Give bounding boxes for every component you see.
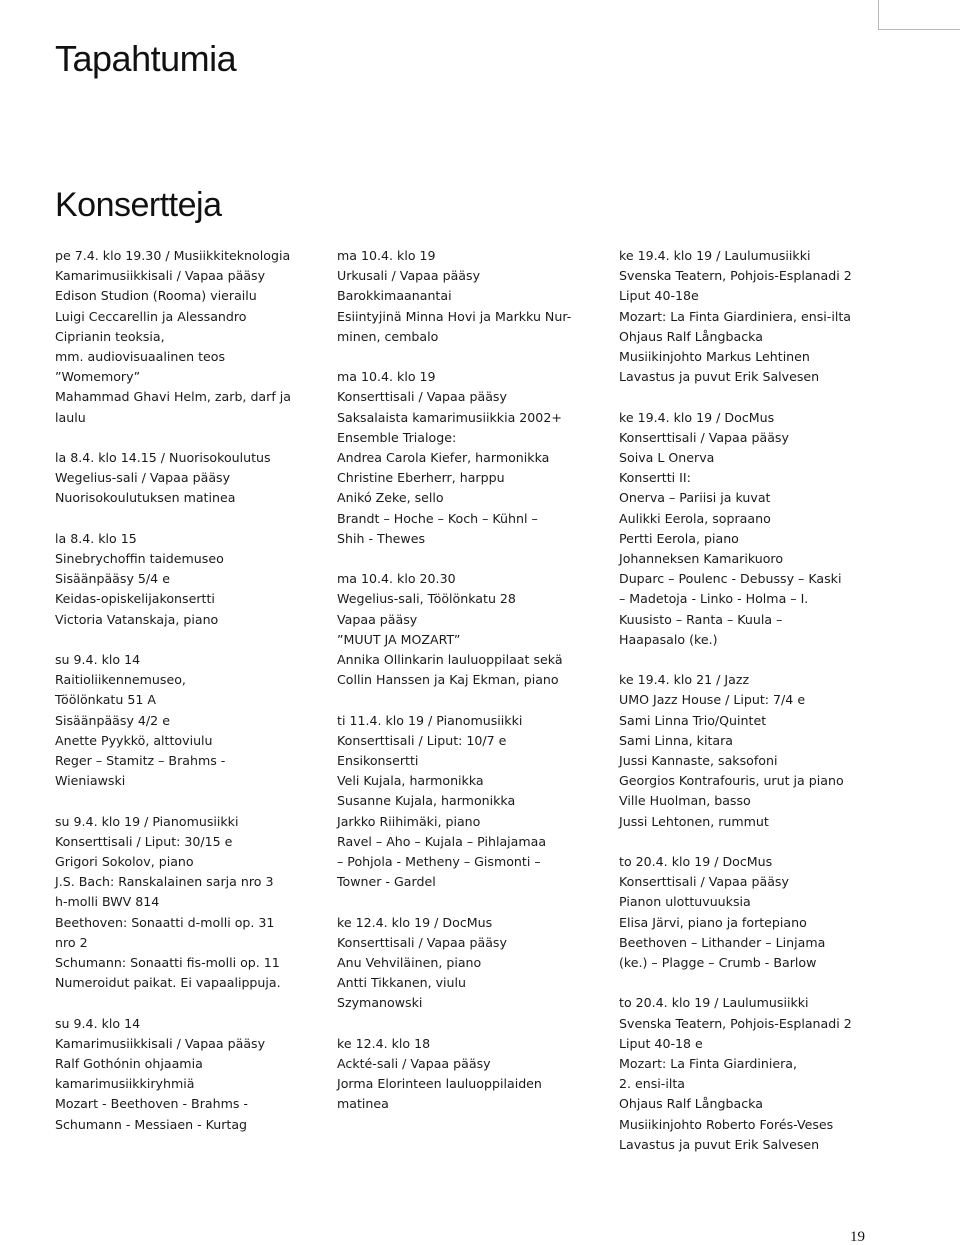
- event-listing: [337, 711, 599, 893]
- event-detail-line: Wieniawski: [55, 773, 126, 789]
- event-detail-line: Susanne Kujala, harmonikka: [337, 793, 516, 809]
- event-detail-line: – Pohjola - Metheny – Gismonti –: [337, 854, 541, 870]
- event-detail-line: Kuusisto – Ranta – Kuula –: [619, 611, 783, 627]
- event-detail-line: UMO Jazz House / Liput: 7/4 e: [619, 692, 806, 708]
- event-detail-line: Ravel – Aho – Kujala – Pihlajamaa: [337, 833, 547, 849]
- event-detail-line: Esiintyjinä Minna Hovi ja Markku Nur-: [337, 308, 572, 324]
- event-detail-line: Wegelius-sali, Töölönkatu 28: [337, 591, 516, 607]
- event-listing: [55, 650, 310, 791]
- event-date-line: ma 10.4. klo 19: [337, 248, 436, 263]
- event-detail-line: Kamarimusiikkisali / Vapaa pääsy: [55, 268, 266, 284]
- event-date-line: ke 12.4. klo 19 / DocMus: [337, 914, 493, 930]
- event-detail-line: Nuorisokoulutuksen matinea: [55, 490, 236, 506]
- event-detail-line: laulu: [55, 409, 86, 425]
- event-detail-line: Urkusali / Vapaa pääsy: [337, 268, 481, 284]
- event-detail-line: Towner - Gardel: [337, 874, 436, 890]
- event-detail-line: Soiva L Onerva: [619, 450, 715, 466]
- event-detail-line: Aulikki Eerola, sopraano: [619, 510, 771, 526]
- event-detail-line: Sami Linna, kitara: [619, 732, 734, 748]
- event-detail-line: Collin Hanssen ja Kaj Ekman, piano: [337, 672, 559, 688]
- event-detail-line: Pertti Eerola, piano: [619, 530, 739, 546]
- event-date-line: ke 12.4. klo 18: [337, 1035, 431, 1051]
- event-detail-line: Sisäänpääsy 5/4 e: [55, 571, 170, 587]
- event-detail-line: Lavastus ja puvut Erik Salvesen: [619, 1136, 820, 1152]
- event-detail-line: Shih - Thewes: [337, 530, 426, 546]
- event-listing: [619, 993, 904, 1155]
- event-listing: [55, 1014, 310, 1135]
- event-listing: [55, 529, 310, 630]
- event-detail-line: Konserttisali / Vapaa pääsy: [619, 874, 789, 890]
- event-detail-line: Ville Huolman, basso: [619, 793, 751, 809]
- event-detail-line: Onerva – Pariisi ja kuvat: [619, 490, 771, 506]
- event-detail-line: Musiikinjohto Markus Lehtinen: [619, 349, 810, 365]
- event-date-line: ti 11.4. klo 19 / Pianomusiikki: [337, 712, 523, 728]
- event-detail-line: mm. audiovisuaalinen teos: [55, 349, 226, 365]
- event-detail-line: Georgios Kontrafouris, urut ja piano: [619, 773, 844, 789]
- event-date-line: ke 19.4. klo 19 / DocMus: [619, 409, 775, 425]
- event-detail-line: Svenska Teatern, Pohjois-Esplanadi 2: [619, 1015, 852, 1031]
- event-detail-line: Christine Eberherr, harppu: [337, 470, 505, 486]
- event-detail-line: Raitioliikennemuseo,: [55, 672, 186, 688]
- event-detail-line: Mahammad Ghavi Helm, zarb, darf ja: [55, 389, 291, 405]
- event-detail-line: Antti Tikkanen, viulu: [337, 975, 466, 991]
- event-detail-line: Numeroidut paikat. Ei vapaalippuja.: [55, 975, 281, 991]
- event-detail-line: matinea: [337, 1096, 389, 1112]
- section-title: Konsertteja: [55, 186, 222, 224]
- event-detail-line: Elisa Järvi, piano ja fortepiano: [619, 914, 807, 930]
- event-detail-line: Beethoven – Lithander – Linjama: [619, 934, 826, 950]
- event-date-line: to 20.4. klo 19 / DocMus: [619, 854, 773, 870]
- event-detail-line: Lavastus ja puvut Erik Salvesen: [619, 369, 820, 385]
- event-detail-line: Ensikonsertti: [337, 753, 419, 769]
- event-detail-line: Reger – Stamitz – Brahms -: [55, 753, 226, 769]
- event-detail-line: Ralf Gothónin ohjaamia: [55, 1056, 203, 1072]
- event-date-line: ke 19.4. klo 21 / Jazz: [619, 672, 750, 688]
- event-detail-line: Konserttisali / Vapaa pääsy: [337, 934, 507, 950]
- event-detail-line: Töölönkatu 51 A: [55, 692, 156, 708]
- event-detail-line: Duparc – Poulenc - Debussy – Kaski: [619, 571, 842, 587]
- event-detail-line: Anette Pyykkö, alttoviulu: [55, 732, 213, 748]
- event-detail-line: Saksalaista kamarimusiikkia 2002+: [337, 409, 562, 425]
- event-detail-line: Musiikinjohto Roberto Forés-Veses: [619, 1116, 834, 1132]
- event-date-line: la 8.4. klo 14.15 / Nuorisokoulutus: [55, 450, 271, 466]
- event-detail-line: Haapasalo (ke.): [619, 631, 718, 647]
- event-detail-line: Vapaa pääsy: [337, 611, 418, 627]
- event-detail-line: Mozart: La Finta Giardiniera, ensi-ilta: [619, 308, 852, 324]
- event-detail-line: Sinebrychoffin taidemuseo: [55, 551, 224, 567]
- event-detail-line: Konserttisali / Vapaa pääsy: [337, 389, 507, 405]
- event-detail-line: Grigori Sokolov, piano: [55, 854, 194, 870]
- event-detail-line: kamarimusiikkiryhmiä: [55, 1076, 195, 1092]
- event-listing: [619, 408, 904, 650]
- event-detail-line: ”MUUT JA MOZART”: [337, 631, 461, 647]
- event-detail-line: Schumann - Messiaen - Kurtag: [55, 1116, 248, 1132]
- event-detail-line: Szymanowski: [337, 995, 423, 1011]
- event-listing: [619, 670, 904, 832]
- event-detail-line: Liput 40-18 e: [619, 1035, 703, 1051]
- event-detail-line: Wegelius-sali / Vapaa pääsy: [55, 470, 231, 486]
- event-detail-line: Ciprianin teoksia,: [55, 328, 165, 344]
- event-detail-line: Liput 40-18e: [619, 288, 699, 304]
- event-detail-line: Konsertti II:: [619, 470, 691, 486]
- event-column-1: [55, 246, 310, 1155]
- event-detail-line: Edison Studion (Rooma) vierailu: [55, 288, 257, 304]
- event-date-line: pe 7.4. klo 19.30 / Musiikkiteknologia: [55, 248, 291, 263]
- event-listing: [337, 367, 599, 549]
- event-listing: [337, 569, 599, 690]
- event-date-line: su 9.4. klo 19 / Pianomusiikki: [55, 813, 239, 829]
- event-detail-line: Jarkko Riihimäki, piano: [337, 813, 481, 829]
- event-listing: [55, 246, 310, 428]
- event-date-line: su 9.4. klo 14: [55, 1015, 141, 1031]
- event-detail-line: Konserttisali / Liput: 30/15 e: [55, 833, 233, 849]
- event-detail-line: h-molli BWV 814: [55, 894, 160, 910]
- event-date-line: la 8.4. klo 15: [55, 530, 137, 546]
- event-listing: [55, 812, 310, 994]
- event-detail-line: Schumann: Sonaatti fis-molli op. 11: [55, 955, 280, 971]
- event-date-line: ma 10.4. klo 19: [337, 369, 436, 385]
- event-detail-line: Pianon ulottuvuuksia: [619, 894, 751, 910]
- event-detail-line: Kamarimusiikkisali / Vapaa pääsy: [55, 1035, 266, 1051]
- page-number: 19: [850, 1229, 865, 1245]
- event-detail-line: Sami Linna Trio/Quintet: [619, 712, 767, 728]
- event-date-line: su 9.4. klo 14: [55, 652, 141, 668]
- event-detail-line: J.S. Bach: Ranskalainen sarja nro 3: [55, 874, 274, 890]
- event-detail-line: Brandt – Hoche – Koch – Kühnl –: [337, 510, 538, 526]
- event-detail-line: minen, cembalo: [337, 328, 439, 344]
- page-title: Tapahtumia: [55, 38, 237, 79]
- event-detail-line: Mozart - Beethoven - Brahms -: [55, 1096, 248, 1112]
- event-detail-line: Johanneksen Kamarikuoro: [619, 551, 784, 567]
- event-column-3: [619, 246, 904, 1175]
- event-detail-line: Ackté-sali / Vapaa pääsy: [337, 1056, 491, 1072]
- event-detail-line: Veli Kujala, harmonikka: [337, 773, 484, 789]
- event-detail-line: – Madetoja - Linko - Holma – I.: [619, 591, 809, 607]
- event-detail-line: Annika Ollinkarin lauluoppilaat sekä: [337, 652, 563, 668]
- event-detail-line: Konserttisali / Vapaa pääsy: [619, 429, 789, 445]
- event-column-2: [337, 246, 599, 1135]
- event-detail-line: Jussi Kannaste, saksofoni: [619, 753, 778, 769]
- event-detail-line: Ensemble Trialoge:: [337, 429, 457, 445]
- event-listing: [337, 246, 599, 347]
- event-detail-line: Jussi Lehtonen, rummut: [619, 813, 769, 829]
- event-detail-line: nro 2: [55, 934, 88, 950]
- event-listing: [619, 246, 904, 387]
- event-detail-line: Sisäänpääsy 4/2 e: [55, 712, 170, 728]
- event-listing: [337, 913, 599, 1014]
- event-detail-line: Ohjaus Ralf Långbacka: [619, 328, 763, 344]
- event-detail-line: Luigi Ceccarellin ja Alessandro: [55, 308, 247, 324]
- event-date-line: ke 19.4. klo 19 / Laulumusiikki: [619, 248, 811, 263]
- event-detail-line: Svenska Teatern, Pohjois-Esplanadi 2: [619, 268, 852, 284]
- event-detail-line: 2. ensi-ilta: [619, 1076, 686, 1092]
- event-listing: [55, 448, 310, 509]
- event-detail-line: Anikó Zeke, sello: [337, 490, 444, 506]
- page-corner-frame: [878, 0, 960, 30]
- event-detail-line: Keidas-opiskelijakonsertti: [55, 591, 215, 607]
- event-listing: [619, 852, 904, 973]
- event-date-line: to 20.4. klo 19 / Laulumusiikki: [619, 995, 809, 1011]
- event-detail-line: Beethoven: Sonaatti d-molli op. 31: [55, 914, 275, 930]
- event-detail-line: Victoria Vatanskaja, piano: [55, 611, 219, 627]
- event-detail-line: Ohjaus Ralf Långbacka: [619, 1096, 763, 1112]
- event-date-line: ma 10.4. klo 20.30: [337, 571, 456, 587]
- event-detail-line: Barokkimaanantai: [337, 288, 452, 304]
- event-detail-line: Andrea Carola Kiefer, harmonikka: [337, 450, 550, 466]
- event-listing: [337, 1034, 599, 1115]
- event-detail-line: Jorma Elorinteen lauluoppilaiden: [337, 1076, 542, 1092]
- event-detail-line: Mozart: La Finta Giardiniera,: [619, 1056, 798, 1072]
- event-detail-line: (ke.) – Plagge – Crumb - Barlow: [619, 955, 817, 971]
- event-detail-line: Konserttisali / Liput: 10/7 e: [337, 732, 507, 748]
- event-detail-line: ”Womemory”: [55, 369, 141, 385]
- event-detail-line: Anu Vehviläinen, piano: [337, 955, 482, 971]
